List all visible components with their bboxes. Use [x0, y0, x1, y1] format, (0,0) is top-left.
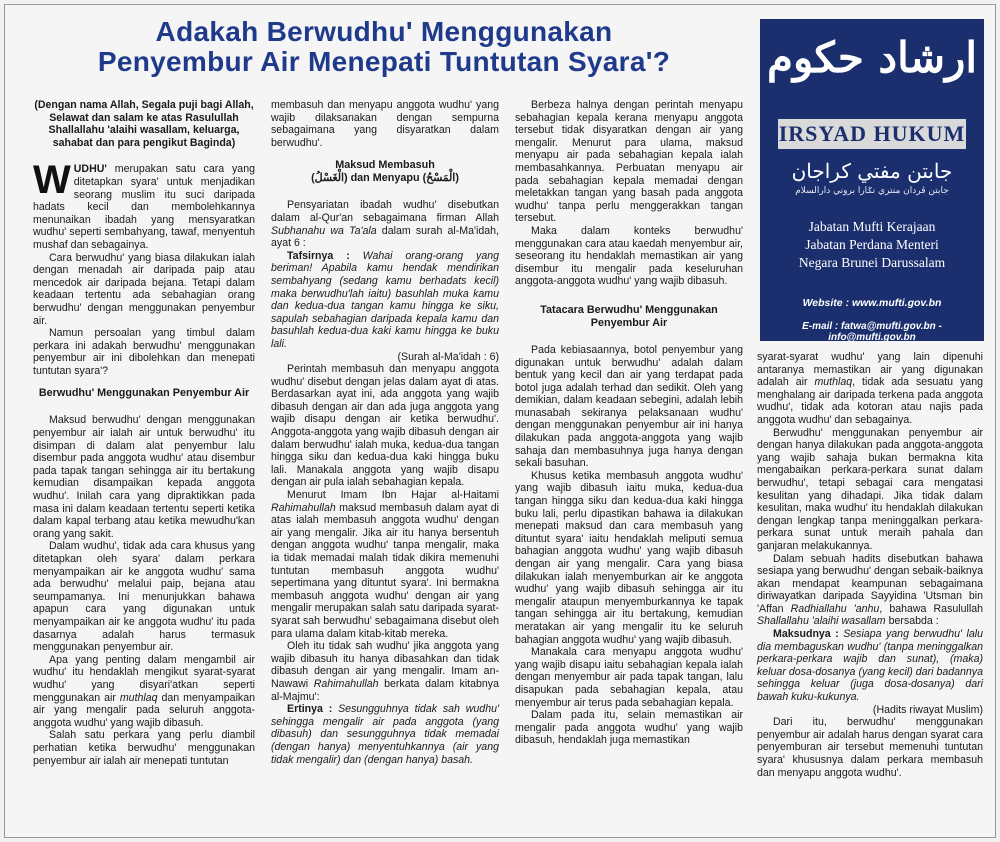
paragraph: Dalam wudhu', tidak ada cara khusus yang ditetapkan oleh syara' dalam perkara menyampaikan air ke anggota wudhu' sama ada berwudhu' melalui paip, bejana atau seumpamanya. Ini menunjukkan bahawa apapun cara yang digunakan untuk menyampaikan air ke anggota wudhu' itu pada dasarnya adalah harus termasuk menggunakan penyembur air.	[33, 540, 255, 654]
paragraph: Pada kebiasaannya, botol penyembur yang digunakan untuk berwudhu' adalah dalam bentuk yang kecil dan air yang terdapat pada botol juga adalah terhad dan sedikit. Oleh yang demikian, dalam keadaan sebegini, adalah lebih munasabah sekiranya pelaksanaan wudhu' dengan menggunakan penyembur air ini hanya dilakukan pada anggota-anggota yang wajib sahaja dan membasuhnya juga hanya dengan sekali basuhan.	[515, 343, 743, 470]
paragraph: Dalam sebuah hadits disebutkan bahawa sesiapa yang berwudhu' dengan sebaik-baiknya akan mendapat keampunan sebagaimana diriwayatkan daripada Sayyidina 'Utsman bin 'Affan Radhiallahu 'anhu, bahawa Rasulullah Shallallahu 'alaihi wasallam bersabda :	[757, 552, 983, 628]
quote-reference: (Hadits riwayat Muslim)	[872, 703, 983, 716]
paragraph: Apa yang penting dalam mengambil air wudhu' itu hendaklah mengikut syarat-syarat wudhu' yang disyari'atkan seperti menggunakan air muthlaq dan menyampaikan air yang mengalir pada seluruh anggota-anggota wudhu' yang wajib dibasuh.	[33, 653, 256, 729]
irsyad-hukum-logo	[760, 19, 984, 341]
paragraph: Menurut Imam Ibn Hajar al-Haitami Rahimahullah maksud membasuh dalam ayat di atas ialah membasuh anggota wudhu' dengan air yang mengalir. Jika air itu hanya bersentuh dengan anggota wudhu' tanpa mengalir, maka ia tidak memadai malah tidak dikira memenuhi tuntutan membasuh anggota wudhu' sepertimana yang dituntut syara'. Ini bermakna membasuh anggota wudhu' dengan air yang mengalir merupakan salah satu daripada syarat-syarat sah berwudhu' sebagaimana disebut oleh para ulama dalam kitab-kitab mereka.	[271, 489, 499, 640]
column-3	[515, 99, 743, 747]
section-heading: Maksud Membasuh (الْغَسْلُ) dan Menyapu (الْمَسْحُ)	[311, 159, 459, 185]
title-line-2: Penyembur Air Menepati Tuntutan Syara'?	[97, 46, 671, 77]
tafsir-quote: Tafsirnya : Wahai orang-orang yang beriman! Apabila kamu hendak mendirikan sembahyang (sedang kamu berhadats kecil) maka berwudhu'lah iaitu) basuhlah muka kamu dan kedua-dua tangan kamu hingga ke siku, sapulah sebahagian daripada kepala kamu dan basuhlah kedua-dua kaki kamu hingga ke buku lali.	[271, 249, 499, 350]
paragraph: Namun persoalan yang timbul dalam perkara ini adakah berwudhu' menggunakan penyembur air ini dibolehkan dan menepati tuntutan syara'?	[33, 327, 255, 377]
arabic-department: جابتن مفتي كراجان	[791, 159, 953, 183]
article-title	[19, 17, 749, 77]
paragraph: Dalam pada itu, selain memastikan air mengalir pada anggota wudhu' yang wajib dibasuh, hendaklah juga memastikan	[515, 709, 743, 747]
drop-cap: W	[33, 158, 71, 203]
paragraph: Maksud berwudhu' dengan menggunakan penyembur air ialah air untuk berwudhu' itu disimpan di dalam alat penyembur lalu disembur pada anggota wudhu' atau disembur pada tapak tangan sehingga air itu bertakung kemudian disampaikan kepada anggota wudhu'. Inilah cara yang dipraktikkan pada masa ini dalam keadaan tertentu seperti ketika dalam kapal terbang atau ketika mewudhu'kan orang yang sakit.	[33, 414, 255, 540]
title-line-1: Adakah Berwudhu' Menggunakan	[155, 16, 613, 47]
column-4	[757, 351, 983, 779]
article-page	[4, 4, 996, 838]
section-heading: Tatacara Berwudhu' Menggunakan Penyembur Air	[540, 303, 718, 329]
paragraph: Khusus ketika membasuh anggota wudhu' yang wajib dibasuh iaitu muka, kedua-dua tangan hingga siku dan kedua-dua kaki hingga buku lali, perlu dipastikan bahawa ia dilakukan menepati maksud dan cara membasuh yang dituntut syara' iaitu hendaklah meliputi semua bahagian anggota wudhu' yang wajib dibasuh dengan air yang mengalir. Cara yang biasa dilakukan ialah menyemburkan air ke anggota wudhu' yang wajib dibasuh sehingga air itu mengalir ataupun menyemburkannya ke tapak tangan sehingga air itu bertakung, kemudian meratakan air yang mengalir itu ke seluruh bahagian anggota wudhu' yang wajib dibasuh.	[515, 469, 743, 646]
paragraph: syarat-syarat wudhu' yang lain dipenuhi antaranya memastikan air yang digunakan adalah air muthlaq, tidak ada sesuatu yang menghalang air daripada terkena pada anggota wudhu', tidak ada kotoran atau najis pada anggota wudhu' dan sebagainya.	[757, 351, 983, 426]
maksudnya-quote: Maksudnya : Sesiapa yang berwudhu' lalu dia membaguskan wudhu' (tanpa meninggalkan perkara-perkara wajib dan sunat), (maka) keluar dosa-dosanya (yang kecil) dari badannya sehingga keluar (juga dosa-dosanya) dari bawah kuku-kukunya.	[757, 628, 983, 704]
paragraph: Maka dalam konteks berwudhu' menggunakan cara atau kaedah menyembur air, seseorang itu hendaklah memastikan air yang disembur itu mengalir pada keseluruhan anggota-anggota wudhu' yang wajib dibasuh.	[515, 224, 743, 288]
paragraph: Salah satu perkara yang perlu diambil perhatian ketika berwudhu' menggunakan penyembur air ialah air menepati tuntutan	[33, 729, 255, 767]
email-link[interactable]: E-mail : fatwa@mufti.gov.bn - info@mufti.gov.bn	[802, 321, 942, 343]
paragraph: Manakala cara menyapu anggota wudhu' yang wajib disapu iaitu sebahagian kepala ialah dengan menyembur air pada tapak tangan, lalu disapukan pada sebahagian kepala, atau menyembur air terus pada sebahagian kepala.	[515, 646, 743, 709]
paragraph: Perintah membasuh dan menyapu anggota wudhu' disebut dengan jelas dalam ayat di atas. Berdasarkan ayat ini, ada anggota yang wajib dibasuh dengan air dan ada juga anggota yang wajib disapu dengan air ketika berwudhu'. Anggota-anggota yang wajib dibasuh dengan air dalam berwudhu' ialah muka, kedua-dua tangan hingga siku dan kedua-dua kaki hingga buku lali. Manakala anggota yang wajib disapu dengan air pula ialah sebahagian kepala.	[271, 363, 499, 489]
section-heading: Berwudhu' Menggunakan Penyembur Air	[38, 387, 250, 400]
quote-reference: (Surah al-Ma'idah : 6)	[397, 350, 499, 363]
arabic-calligraphy: ارشاد حكوم	[766, 33, 978, 82]
website-link[interactable]: Website : www.mufti.gov.bn	[802, 297, 942, 309]
paragraph: Pensyariatan ibadah wudhu' disebutkan dalam al-Qur'an sebagaimana firman Allah Subhanahu wa Ta'ala dalam surah al-Ma'idah, ayat 6 :	[271, 199, 499, 250]
paragraph: Berwudhu' menggunakan penyembur air dengan hanya dilakukan pada anggota-anggota yang wajib sahaja bukan bermakna kita mengabaikan perkara-perkara sunat dalam berwudhu', tetapi sebagai cara mengatasi kesulitan yang dihadapi. Jika tidak dalam kesulitan, maka wudhu' itu hendaklah dilakukan dengan lengkap tanpa meninggalkan perkara-perkara sunat untuk meraih pahala dan ganjaran melakukannya.	[757, 426, 983, 552]
paragraph: Cara berwudhu' yang biasa dilakukan ialah dengan menadah air daripada paip atau mencedok air daripada bejana. Tetapi dalam keadaan tertentu ada sebahagian orang berwudhu' dengan menggunakan penyembur air.	[33, 251, 255, 327]
department-line-1: Jabatan Mufti Kerajaan	[808, 219, 936, 234]
paragraph: Berbeza halnya dengan perintah menyapu sebahagian kepala kerana menyapu anggota tersebut tidak disyaratkan dengan air yang mengalir. Menurut para ulama, maksud menyapu air pada sebahagian kepala ialah membasahkannya. Perbuatan menyapu air pada sebahagian kepala memadai dengan meletakkan tangan yang basah pada anggota wudhu' tanpa perlu menggerakkan tangan tersebut.	[515, 99, 743, 225]
intro-text: (Dengan nama Allah, Segala puji bagi Allah, Selawat dan salam ke atas Rasulullah Shallallahu 'alaihi wasallam, keluarga, sahabat dan para pengikut Baginda)	[34, 99, 254, 149]
department-line-3: Negara Brunei Darussalam	[798, 255, 946, 270]
column-2	[271, 99, 499, 766]
paragraph: WUDHU' merupakan satu cara yang ditetapkan syara' untuk menjadikan seorang muslim itu suci daripada hadats kecil dan membolehkannya menunaikan ibadah yang mensyaratkan wudhu' seperti sembahyang, tawaf, menyentuh mushaf dan sebagainya.	[33, 158, 255, 251]
column-1	[33, 99, 255, 767]
department-line-2: Jabatan Perdana Menteri	[805, 237, 939, 252]
arabic-subline: جابتن ڤردان منتري نݢارا بروني دارالسلام	[795, 186, 949, 196]
brand-name: IRSYAD HUKUM	[778, 119, 966, 149]
paragraph: Oleh itu tidak sah wudhu' jika anggota yang wajib dibasuh itu hanya dibasahkan dan tidak dibasuh dengan air yang mengalir. Imam an-Nawawi Rahimahullah berkata dalam kitabnya al-Majmu':	[271, 640, 499, 703]
paragraph: membasuh dan menyapu anggota wudhu' yang wajib dilaksanakan dengan sempurna sebagaimana yang disyaratkan dalam berwudhu'.	[271, 99, 499, 149]
paragraph: Dari itu, berwudhu' menggunakan penyembur air adalah harus dengan syarat cara penyemburan air tersebut memenuhi tuntutan syara' khususnya dalam perkara membasuh dan menyapu anggota wudhu'.	[757, 716, 983, 779]
ertinya-quote: Ertinya : Sesungguhnya tidak sah wudhu' sehingga mengalir air pada anggota (yang dibasuh) dan sesungguhnya tidak memadai (dengan hanya) menyentuhkannya (air yang tidak mengalir) dan (dengan hanya) basah.	[271, 703, 499, 766]
